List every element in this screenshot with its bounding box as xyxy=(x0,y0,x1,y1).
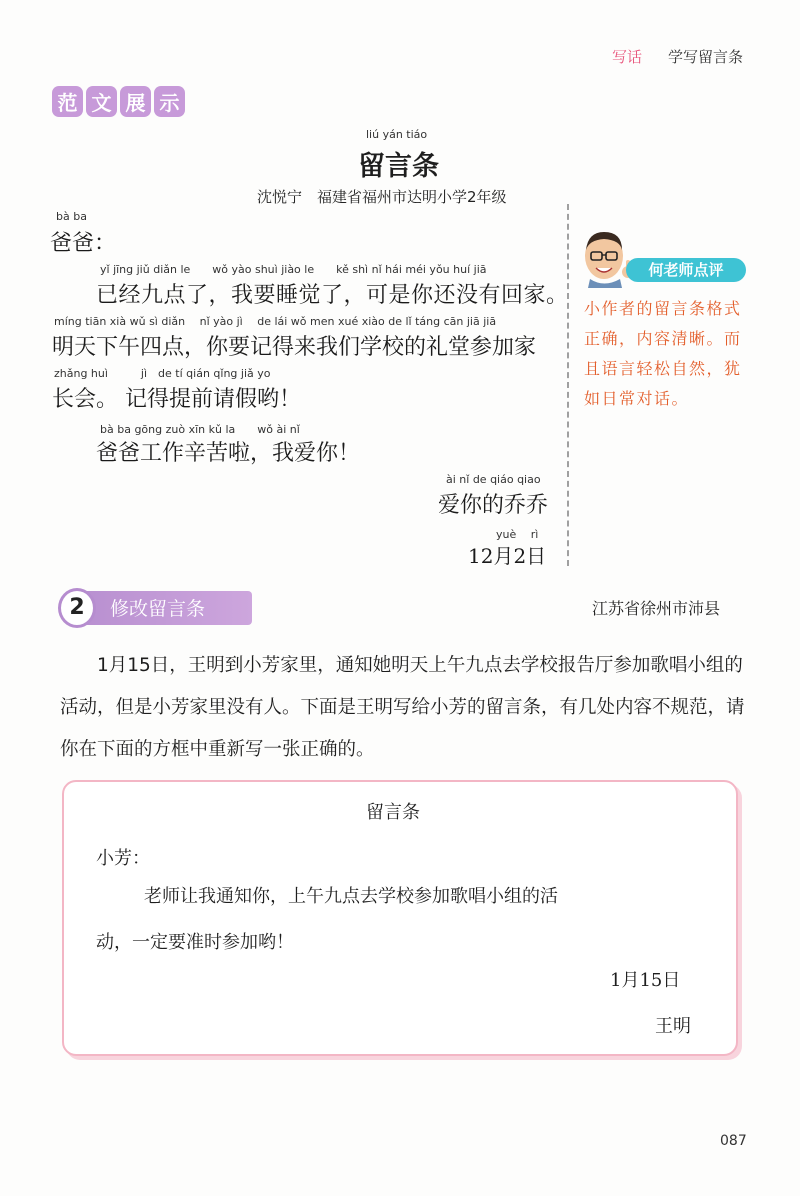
note-greeting: 小芳： xyxy=(96,848,150,869)
teacher-avatar xyxy=(580,226,636,288)
letter-date: 12月2日 xyxy=(468,544,547,568)
line-pinyin: bà ba gōng zuò xīn kǔ la wǒ ài nǐ xyxy=(100,423,300,436)
page-number: 087 xyxy=(720,1133,747,1149)
line-pinyin: míng tiān xià wǔ sì diǎn nǐ yào jì de lái wǒ men xué xiào de lǐ táng cān jiā jiā xyxy=(54,315,497,328)
letter-signature: 爱你的乔乔 xyxy=(438,493,549,518)
exercise-paragraph xyxy=(60,645,750,771)
letter-line: 明天下午四点，你要记得来我们学校的礼堂参加家 xyxy=(52,335,537,360)
note-title: 留言条 xyxy=(366,802,420,823)
letter-title: 留言条 xyxy=(358,151,439,182)
title-pinyin: liú yán tiáo xyxy=(366,128,428,141)
note-body-line: 老师让我通知你，上午九点去学校参加歌唱小组的活 xyxy=(144,886,558,907)
header-title: 学写留言条 xyxy=(668,48,744,66)
header-topic: 写话 xyxy=(612,48,643,66)
example-badge xyxy=(52,86,185,117)
dashed-divider xyxy=(567,204,569,566)
note-body-line: 动，一定要准时参加哟！ xyxy=(96,932,294,953)
line-pinyin: zhǎng huì jì de tí qián qǐng jiǎ yo xyxy=(54,367,271,380)
exercise-text: 1月15日，王明到小芳家里，通知她明天上午九点去学校报告厅参加歌唱小组的活动，但是小芳家里没有人。下面是王明写给小芳的留言条，有几处内容不规范，请你在下面的方框中重新写一张正确的。 xyxy=(60,655,745,760)
comment-tag: 何老师点评 xyxy=(626,258,746,282)
letter-greeting: 爸爸： xyxy=(50,231,117,256)
greeting-pinyin: bà ba xyxy=(56,210,87,223)
badge-char: 范 xyxy=(52,86,83,117)
badge-char: 展 xyxy=(120,86,151,117)
section-number: 2 xyxy=(58,588,96,628)
signature-pinyin: ài nǐ de qiáo qiao xyxy=(446,473,541,486)
line-pinyin: yǐ jīng jiǔ diǎn le wǒ yào shuì jiào le kě shì nǐ hái méi yǒu huí jiā xyxy=(100,263,487,276)
letter-line: 爸爸工作辛苦啦，我爱你！ xyxy=(96,441,361,466)
badge-char: 示 xyxy=(154,86,185,117)
date-pinyin: yuè rì xyxy=(496,528,539,541)
letter-line: 长会。 记得提前请假哟！ xyxy=(52,387,301,412)
badge-char: 文 xyxy=(86,86,117,117)
note-body xyxy=(96,874,716,966)
section-source: 江苏省徐州市沛县 xyxy=(592,599,721,618)
note-signature: 王明 xyxy=(655,1016,691,1037)
note-date: 1月15日 xyxy=(610,970,681,991)
comment-text: 小作者的留言条格式正确，内容清晰。而且语言轻松自然，犹如日常对话。 xyxy=(584,299,742,408)
section-title: 修改留言条 xyxy=(110,598,206,620)
letter-line: 已经九点了，我要睡觉了，可是你还没有回家。 xyxy=(96,283,569,308)
letter-byline: 沈悦宁 福建省福州市达明小学2年级 xyxy=(257,188,507,206)
